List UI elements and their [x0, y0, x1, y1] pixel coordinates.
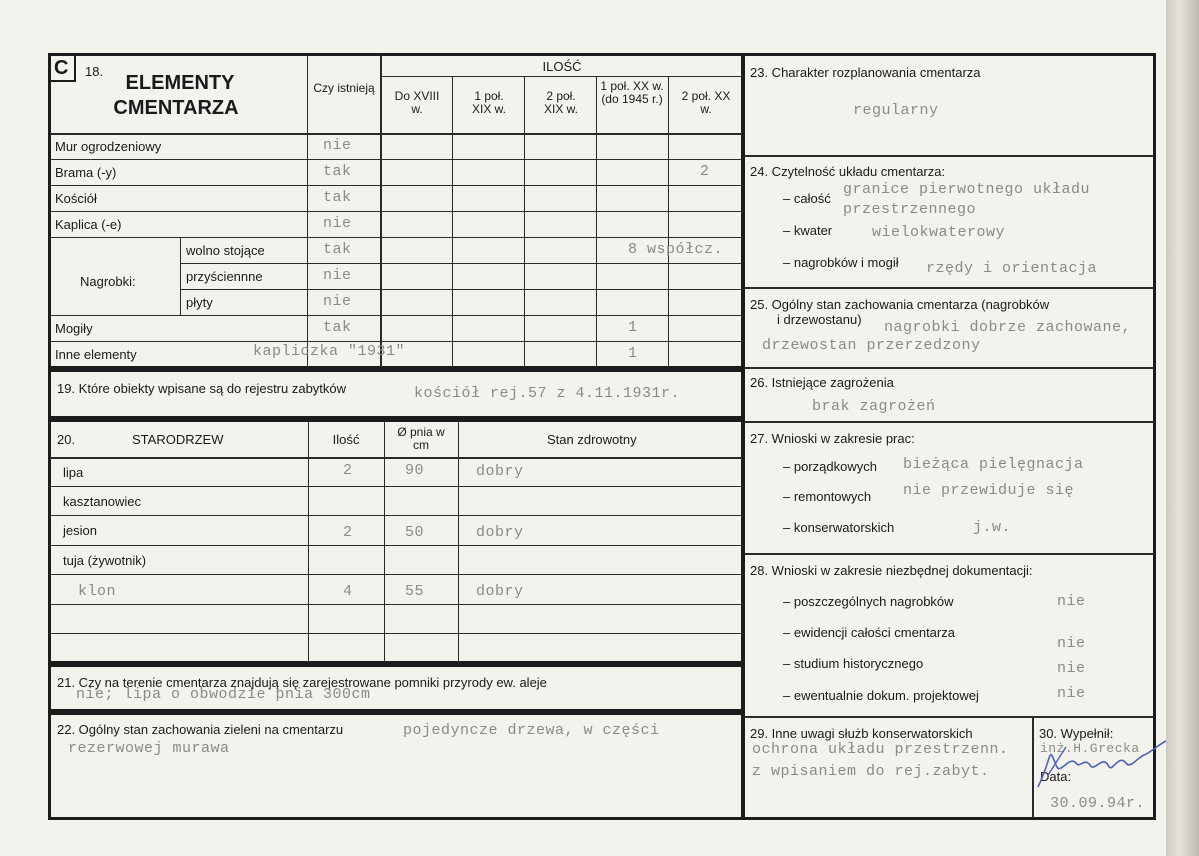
s18-col-4: 1 poł. XX w. (do 1945 r.): [600, 79, 664, 106]
s20-col-pnia: Ø pnia w cm: [397, 425, 445, 452]
czy-kosciol: tak: [323, 189, 352, 206]
tree-row-3-ilosc: 2: [343, 524, 353, 541]
s23-value: regularny: [853, 102, 939, 119]
s28-item-1: – poszczególnych nagrobków: [783, 594, 954, 609]
s27-c: – konserwatorskich: [783, 520, 895, 535]
s28-item-3: – studium historycznego: [783, 656, 924, 671]
s27-c-value: j.w.: [973, 519, 1012, 536]
signature: [1018, 735, 1178, 795]
s28-item-4-value: nie: [1057, 685, 1086, 702]
s24-kwater: – kwater: [783, 223, 833, 238]
row-kosciol-label: Kościół: [55, 191, 97, 206]
s21-value: nie; lipa o obwodzie pnia 300cm: [76, 686, 371, 703]
s18-col-5: 2 poł. XX w.: [681, 89, 731, 116]
s19-value: kościół rej.57 z 4.11.1931r.: [414, 385, 681, 402]
row-wolno-label: wolno stojące: [186, 243, 265, 258]
inne-count: 1: [628, 345, 638, 362]
mogily-count: 1: [628, 319, 638, 336]
tree-row-4-name: tuja (żywotnik): [63, 553, 147, 568]
tree-row-2-name: kasztanowiec: [63, 494, 142, 509]
row-kaplica-label: Kaplica (-e): [55, 217, 122, 232]
s22-label: 22. Ogólny stan zachowania zieleni na cmentarzu: [57, 722, 344, 737]
tree-row-5-ilosc: 4: [343, 583, 353, 600]
s18-col-2: 1 poł. XIX w.: [471, 89, 506, 116]
s28-item-3-value: nie: [1057, 660, 1086, 677]
s28-item-4: – ewentualnie dokum. projektowej: [783, 688, 979, 703]
s20-col-ilosc: Ilość: [332, 432, 360, 447]
s28-item-1-value: nie: [1057, 593, 1086, 610]
s29-value-1: ochrona układu przestrzenn.: [752, 741, 1009, 758]
row-plyty-label: płyty: [186, 295, 213, 310]
tree-row-3-pnia: 50: [405, 524, 425, 541]
s29-label: 29. Inne uwagi służb konserwatorskich: [750, 726, 973, 741]
section-letter: C: [54, 57, 69, 79]
s27-label: 27. Wnioski w zakresie prac:: [750, 431, 915, 446]
s24-calosc-value-1: granice pierwotnego układu: [843, 181, 1091, 198]
s19-label: 19. Które obiekty wpisane są do rejestru zabytków: [57, 381, 347, 396]
s20-number: 20.: [57, 432, 76, 447]
czy-przyscienne: nie: [323, 267, 352, 284]
tree-row-1-stan: dobry: [476, 463, 524, 480]
s30-date: 30.09.94r.: [1050, 795, 1146, 812]
czy-mogily: tak: [323, 319, 352, 336]
s26-value: brak zagrożeń: [812, 398, 936, 415]
s27-b-value: nie przewiduje się: [903, 482, 1075, 499]
tree-row-5-pnia: 55: [405, 583, 425, 600]
s20-col-stan: Stan zdrowotny: [547, 432, 637, 447]
czy-brama: tak: [323, 163, 352, 180]
s25-value-2: drzewostan przerzedzony: [762, 337, 981, 354]
tree-row-3-name: jesion: [63, 523, 97, 538]
czy-inne: kapliczka "1931": [253, 343, 406, 360]
s24-nagrobkow-value: rzędy i orientacja: [926, 260, 1098, 277]
s18-ilosc-header: ILOŚĆ: [542, 59, 582, 74]
row-inne-label: Inne elementy: [55, 347, 137, 362]
czy-wolno: tak: [323, 241, 352, 258]
s22-value-2: rezerwowej murawa: [68, 740, 230, 757]
row-brama-label: Brama (-y): [55, 165, 117, 180]
tree-row-5-stan: dobry: [476, 583, 524, 600]
s28-label: 28. Wnioski w zakresie niezbędnej dokumentacji:: [750, 563, 1033, 578]
s27-a-value: bieżąca pielęgnacja: [903, 456, 1084, 473]
czy-mur: nie: [323, 137, 352, 154]
s28-item-2-value: nie: [1057, 635, 1086, 652]
nagrobki-label: Nagrobki:: [80, 274, 136, 289]
s18-number: 18.: [85, 64, 104, 79]
s18-title-1: ELEMENTY: [125, 72, 235, 94]
s28-item-2: – ewidencji całości cmentarza: [783, 625, 955, 640]
s24-calosc-value-2: przestrzennego: [843, 201, 977, 218]
s24-kwater-value: wielokwaterowy: [872, 224, 1006, 241]
tree-row-5-name: klon: [78, 583, 117, 600]
brama-count: 2: [700, 163, 710, 180]
row-przyscienne-label: przyściennne: [186, 269, 263, 284]
s26-label: 26. Istniejące zagrożenia: [750, 375, 894, 390]
wolno-note: 8 współcz.: [628, 241, 724, 258]
s22-value-1: pojedyncze drzewa, w części: [403, 722, 660, 739]
s25-value-1: nagrobki dobrze zachowane,: [884, 319, 1132, 336]
row-mogily-label: Mogiły: [55, 321, 93, 336]
s18-title-2: CMENTARZA: [113, 97, 239, 119]
s30-data-label: Data:: [1040, 769, 1072, 784]
s23-label: 23. Charakter rozplanowania cmentarza: [750, 65, 981, 80]
czy-plyty: nie: [323, 293, 352, 310]
tree-row-3-stan: dobry: [476, 524, 524, 541]
s29-value-2: z wpisaniem do rej.zabyt.: [752, 763, 990, 780]
s25-label-2: i drzewostanu): [777, 312, 862, 327]
section-20-box: [48, 419, 744, 664]
s30-name: inż.H.Grecka: [1040, 741, 1140, 756]
s24-calosc: – całość: [783, 191, 831, 206]
s25-label-1: 25. Ogólny stan zachowania cmentarza (nagrobków: [750, 297, 1050, 312]
page-edge: [1166, 0, 1199, 856]
s27-a: – porządkowych: [783, 459, 877, 474]
czy-kaplica: nie: [323, 215, 352, 232]
s18-col-3: 2 poł. XIX w.: [543, 89, 578, 116]
tree-row-1-pnia: 90: [405, 462, 425, 479]
tree-row-1-name: lipa: [63, 465, 84, 480]
s18-col-czy: Czy istnieją: [313, 81, 375, 95]
tree-row-1-ilosc: 2: [343, 462, 353, 479]
s27-b: – remontowych: [783, 489, 872, 504]
s30-label: 30. Wypełnił:: [1039, 726, 1114, 741]
s20-title: STARODRZEW: [132, 432, 224, 447]
s24-nagrobkow: – nagrobków i mogił: [783, 255, 899, 270]
row-mur-label: Mur ogrodzeniowy: [55, 139, 162, 154]
s24-label: 24. Czytelność układu cmentarza:: [750, 164, 946, 179]
s18-col-1: Do XVIII w.: [394, 89, 440, 116]
s21-label: 21. Czy na terenie cmentarza znajdują się zarejestrowane pomniki przyrody ew. aleje: [57, 675, 547, 690]
